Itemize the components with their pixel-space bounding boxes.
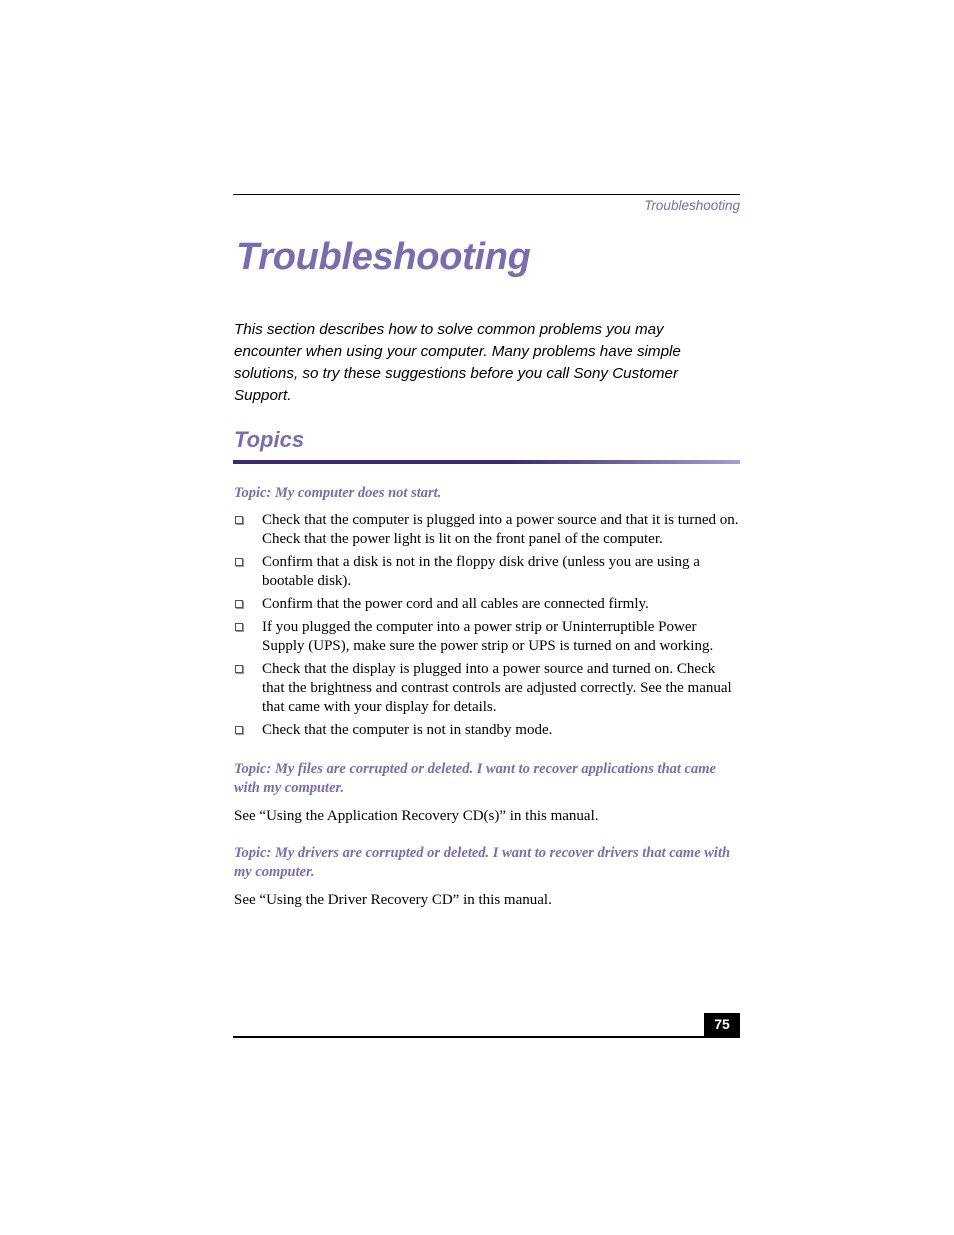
- list-item: [234, 660, 740, 717]
- checkbox-bullet-icon: [235, 600, 243, 608]
- page-title: Troubleshooting: [236, 236, 531, 278]
- list-item-text: Check that the computer is plugged into a power source and that it is turned on. Check that the power light is lit on the front panel of the computer.: [262, 512, 739, 547]
- checkbox-bullet-icon: [235, 726, 243, 734]
- checkbox-bullet-icon: [235, 558, 243, 566]
- topics-rule: [233, 460, 740, 464]
- header-rule: [233, 194, 740, 195]
- list-item: [234, 595, 740, 614]
- topic-heading-computer-not-start: Topic: My computer does not start.: [234, 485, 442, 501]
- page-number: 75: [704, 1013, 740, 1036]
- list-item: [234, 553, 740, 591]
- topic-text-files-corrupted: See “Using the Application Recovery CD(s)” in this manual.: [234, 808, 599, 824]
- checkbox-bullet-icon: [235, 623, 243, 631]
- running-header: Troubleshooting: [644, 198, 740, 213]
- list-item-text: Check that the computer is not in standby mode.: [262, 722, 553, 738]
- checklist-computer-not-start: [234, 511, 740, 744]
- checkbox-bullet-icon: [235, 516, 243, 524]
- intro-paragraph: This section describes how to solve common problems you may encounter when using your computer. Many problems have simple solutions, so try these suggestions before you call Sony Customer Support.: [234, 321, 681, 404]
- list-item-text: Confirm that the power cord and all cables are connected firmly.: [262, 596, 649, 612]
- list-item: [234, 511, 740, 549]
- list-item: [234, 721, 740, 740]
- topic-text-drivers-corrupted: See “Using the Driver Recovery CD” in this manual.: [234, 892, 552, 908]
- list-item-text: Check that the display is plugged into a power source and turned on. Check that the brightness and contrast controls are adjusted correctly. See the manual that came with your display for details.: [262, 661, 732, 715]
- checkbox-bullet-icon: [235, 665, 243, 673]
- list-item-text: If you plugged the computer into a power strip or Uninterruptible Power Supply (UPS), make sure the power strip or UPS is turned on and working.: [262, 619, 714, 654]
- topics-heading: Topics: [234, 427, 305, 452]
- list-item-text: Confirm that a disk is not in the floppy disk drive (unless you are using a bootable disk).: [262, 554, 700, 589]
- footer-rule: [233, 1036, 740, 1038]
- topic-heading-drivers-corrupted: Topic: My drivers are corrupted or deleted. I want to recover drivers that came with my computer.: [234, 845, 731, 880]
- topic-heading-files-corrupted: Topic: My files are corrupted or deleted. I want to recover applications that came with my computer.: [234, 761, 716, 796]
- list-item: [234, 618, 740, 656]
